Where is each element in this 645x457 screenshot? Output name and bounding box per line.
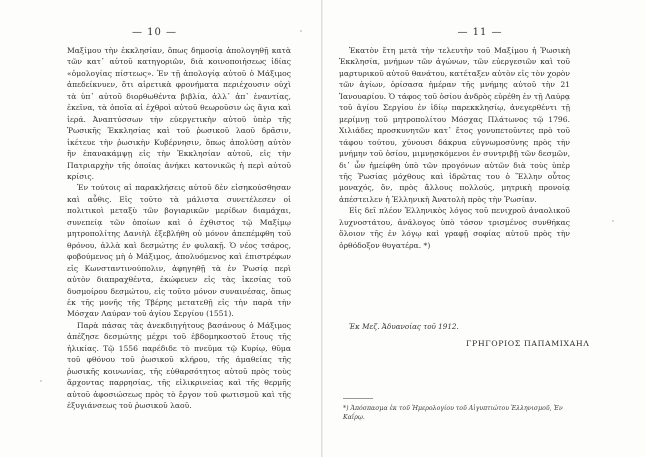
right-page (323, 0, 645, 457)
paper-speck (300, 30, 302, 32)
paper-speck (40, 380, 42, 382)
left-body-text (67, 45, 291, 412)
paragraph: Εἰς δεῖ πλέον Ἑλληνικὸς λόγος τοῦ πενιχροῦ ἀναολικοῦ λυχνοστάτου, ἀνάλογος ὑπὸ τόσον τρισμένος συνθήκας ὅλοιον τῆς ἐν λόγῳ καὶ γραφῇ σοφίας αὐτοῦ πρὸς τὴν ὀρθόδοξον θυγατέρα. *) (339, 206, 570, 250)
footnote: *) Ἀπόσπασμα ἐκ τοῦ Ἡμερολογίου τοῦ Αἰγυπτιώτου Ἑλληνισμοῦ, Ἐν Καΐρῳ. (343, 405, 563, 421)
paragraph: Παρὰ πάσας τὰς ἀνεκδιηγήτους βασάνους ὁ Μάξιμος ἀπέζησε δεσμώτης μέχρι τοῦ ἑβδομηκοστοῦ ἔτους τῆς ἡλικίας. Τῷ 1556 παρέδιδε τὸ πνεῦμα τῷ Κυρίῳ, θῦμα τοῦ φθόνου τοῦ ῥωσικοῦ κλήρου, τῆς ἀμαθείας τῆς ῥωσικῆς κοινωνίας, τῆς εὐθαρσότητος αὐτοῦ πρὸς τοὺς ἄρχοντας παρρησίας, τῆς εἰλικρινείας καὶ τῆς θερμῆς αὐτοῦ ἀφοσιώσεως πρὸς τὸ ἔργον τοῦ φωτισμοῦ καὶ τῆς ἐξυγιάνσεως τοῦ ῥωσικοῦ λαοῦ. (67, 320, 291, 411)
paragraph: Μαξίμου τὴν ἐκκλησίαν, ὅπως δημοσίᾳ ἀπολογηθῇ κατὰ τῶν κατ᾿ αὐτοῦ κατηγοριῶν, διὰ κοινοποιήσεως ἰδίας «ὁμολογίας πίστεως». Ἐν τῇ ἀπολογίᾳ αὐτοῦ ὁ Μάξιμος ἀπεδείκνυεν, ὅτι αἱρετικὰ φρονήματα περιέχουσιν οὐχὶ τὰ ὑπ᾿ αὐτοῦ διορθωθέντα βιβλία, ἀλλ᾿ ἀπ᾿ ἐναντίας, ἐκεῖνα, τὰ ὁποῖα αἱ ἐχθροὶ αὐτοῦ θεωροῦσιν ὡς ἅγια καὶ ἱερά. Ἀναπτύσσων τὴν εὐεργετικὴν αὐτοῦ ὑπὲρ τῆς Ῥωσικῆς Ἐκκλησίας καὶ τοῦ ῥωσικοῦ λαοῦ δρᾶσιν, ἱκέτευε τὴν ῥωσικὴν Κυβέρνησιν, ὅπως ἀπολύσῃ αὐτὸν ἢν ἐπανακάμψῃ εἰς τὴν Ἐκκλησίαν αὐτοῦ, εἰς τὴν Πατριαρχὴν τῆς ὁποίας ἀνήκει κατονικῶς ἡ περὶ αὐτοῦ κρίσις. (67, 46, 291, 181)
paragraph: Ἑκατὸν ἔτη μετὰ τὴν τελευτὴν τοῦ Μαξίμου ἡ Ῥωσικὴ Ἐκκλησία, μνήμων τῶν ἀγώνων, τῶν εὐεργεσιῶν καὶ τοῦ μαρτυρικοῦ αὐτοῦ θανάτου, κατέταξεν αὐτὸν εἰς τὸν χορὸν τῶν ἁγίων, ὁρίσασα ἡμέραν τῆς μνήμης αὐτοῦ τὴν 21 Ἰανουαρίου. Ὁ τάφος τοῦ ὁσίου ἀνδρὸς εὑρέθη ἐν τῇ Λαύρᾳ τοῦ ἁγίου Σεργίου ἐν ἰδίῳ παρεκκλησίῳ, ἀνεγερθέντι τῇ μερίμνῃ τοῦ μητροπολίτου Μόσχας Πλάτωνος τῷ 1796. Χιλιάδες προσκυνητῶν κατ᾿ ἔτος γονυπετοῦντες πρὸ τοῦ τάφου τούτου, χύνουσι δάκρυα εὐγνωμοσύνης πρὸς τὴν μνήμην τοῦ ὁσίου, μιμνῃσκόμενοι ἐν συντριβῇ τῶν δεσμῶν, δι᾿ ὧν ἠμείφθη ὑπὸ τῶν προγόνων αὐτῶν διὰ τοὺς ὑπὲρ τῆς Ῥωσίας μόχθους καὶ ἱδρῶτας του ὁ Ἕλλην οὗτος μοναχός, ὅν, πρὸς ἄλλους πολλούς, μητρικὴ προνοίᾳ ἀπέστειλεν ἡ Ἑλληνικὴ Ἀνατολὴ πρὸς τὴν Ῥωσίαν. (339, 46, 570, 204)
author-signature: ΓΡΗΓΟΡΙΟΣ ΠΑΠΑΜΙΧΑΗΛ (466, 339, 590, 348)
footnote-divider (343, 398, 373, 399)
left-page (0, 0, 321, 457)
source-line: Ἐκ Μεζ. Ἀδυανοίας τοῦ 1912. (349, 322, 459, 331)
right-body-text (339, 45, 570, 251)
page-number: — 11 — (457, 27, 503, 38)
paper-speck (612, 220, 614, 222)
page-number: — 10 — (131, 27, 178, 38)
paragraph: Ἐν τούτοις αἱ παρακλήσεις αὐτοῦ δὲν εἰσηκούσθησαν καὶ αὖθις. Εἰς τοῦτο τὰ μάλιστα συνετέλεσεν οἱ πολιτικοὶ μεταξὺ τῶν βογιαρικῶν μερίδων διαμάχαι, συνεπείᾳ τῶν ὁποίων καὶ ὁ ἐχθιστος τῷ Μαξίμῳ μητροπολίτης Δανιὴλ ἐξεβλήθη οὐ μόνον ἀπεπέμφθη τοῦ θρόνου, ἀλλὰ καὶ δεσμώτης ἐν φυλακῇ. Ὁ νέος τσάρος, φοβούμενος μὴ ὁ Μάξιμος, ἀπολυόμενος καὶ ἐπιστρέφων εἰς Κωνσταντινούπολιν, ἀφηγηθῇ τὰ ἐν Ῥωσίᾳ περὶ αὐτὸν διαπραχθέντα, ἐκώφευεν εἰς τὰς ἱκεσίας τοῦ δυσμοίρου δεσμώτου, εἰς τοῦτο μόνον συναινέσας, ὅπως ἐκ τῆς μονῆς τῆς Τβέρης μετατεθῇ εἰς τὴν παρὰ τὴν Μόσχαν Λαύραν τοῦ ἁγίου Σεργίου (1551). (67, 183, 291, 319)
